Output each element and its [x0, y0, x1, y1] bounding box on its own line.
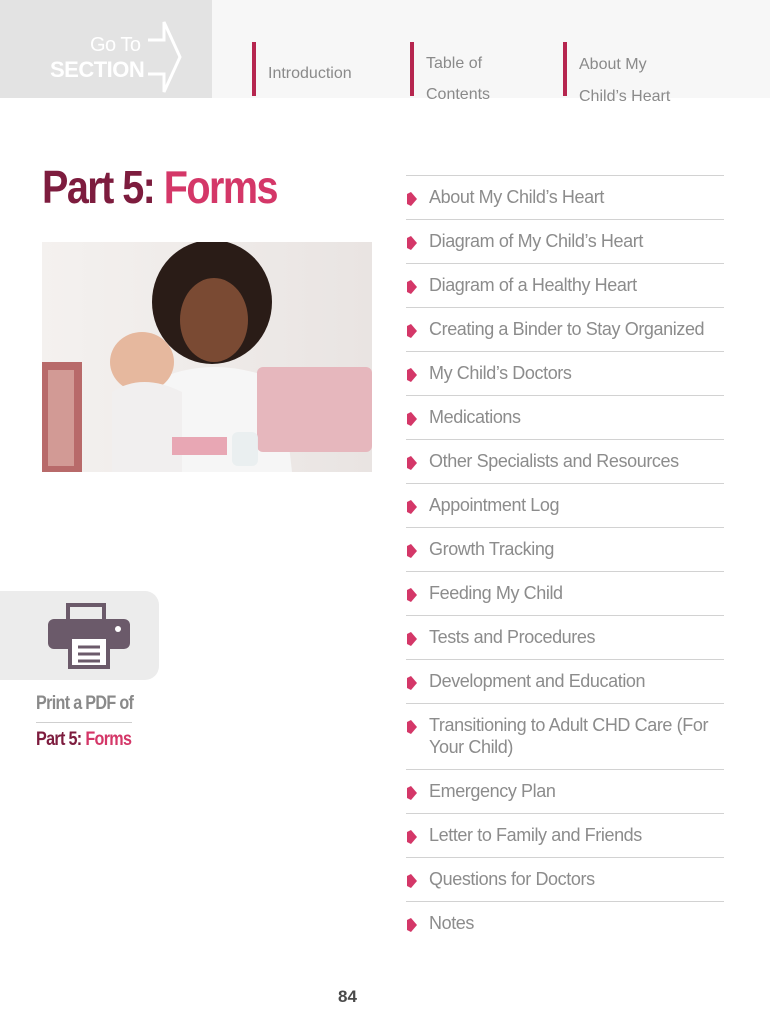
arrow-bullet-icon: [407, 500, 417, 514]
forms-list-label: Transitioning to Adult CHD Care (For Your Child): [429, 715, 709, 757]
forms-list-label: My Child’s Doctors: [429, 363, 572, 383]
print-pdf-button[interactable]: [0, 591, 159, 680]
forms-list-label: Letter to Family and Friends: [429, 825, 642, 845]
page-number: 84: [338, 987, 357, 1006]
forms-list-label: Diagram of a Healthy Heart: [429, 275, 637, 295]
print-link-prefix: Part 5:: [36, 729, 82, 750]
arrow-bullet-icon: [407, 368, 417, 382]
arrow-bullet-icon: [407, 676, 417, 690]
forms-list-item[interactable]: [406, 439, 724, 483]
forms-list-label: Creating a Binder to Stay Organized: [429, 319, 705, 339]
forms-list-label: Appointment Log: [429, 495, 560, 515]
forms-list-label: Feeding My Child: [429, 583, 563, 603]
arrow-bullet-icon: [407, 324, 417, 338]
forms-list-label: Questions for Doctors: [429, 869, 595, 889]
forms-list-label: Diagram of My Child’s Heart: [429, 231, 643, 251]
nav-link-label: Child’s Heart: [579, 88, 671, 105]
arrow-bullet-icon: [407, 632, 417, 646]
top-navigation: [0, 0, 770, 105]
forms-list-label: Tests and Procedures: [429, 627, 596, 647]
arrow-bullet-icon: [407, 918, 417, 932]
forms-list-item[interactable]: [406, 769, 724, 813]
arrow-bullet-icon: [407, 412, 417, 426]
arrow-right-icon: [142, 18, 184, 96]
nav-link-label: Introduction: [268, 65, 352, 82]
forms-list-item[interactable]: [406, 615, 724, 659]
forms-list-item[interactable]: [406, 263, 724, 307]
go-to-section-panel: [0, 0, 212, 98]
arrow-bullet-icon: [407, 192, 417, 206]
page-title-prefix: Part 5:: [42, 161, 155, 213]
page-title: [42, 160, 277, 214]
forms-list-item[interactable]: [406, 395, 724, 439]
print-pdf-link[interactable]: [36, 729, 131, 751]
nav-link-introduction[interactable]: [252, 42, 402, 96]
nav-link-label: Table of: [426, 55, 483, 72]
arrow-bullet-icon: [407, 830, 417, 844]
forms-list: [406, 175, 724, 945]
divider: [36, 722, 132, 723]
forms-list-item[interactable]: [406, 307, 724, 351]
forms-list-label: Other Specialists and Resources: [429, 451, 679, 471]
forms-list-item[interactable]: [406, 351, 724, 395]
nav-link-table-of-contents[interactable]: [410, 42, 555, 103]
forms-list-item[interactable]: [406, 527, 724, 571]
arrow-bullet-icon: [407, 874, 417, 888]
arrow-bullet-icon: [407, 786, 417, 800]
forms-list-item[interactable]: [406, 703, 724, 769]
forms-list-item[interactable]: [406, 219, 724, 263]
nav-link-label: Contents: [426, 86, 491, 103]
forms-list-label: Development and Education: [429, 671, 646, 691]
forms-list-label: Emergency Plan: [429, 781, 556, 801]
arrow-bullet-icon: [407, 456, 417, 470]
section-label: SECTION: [50, 57, 145, 82]
nav-link-about-my-childs-heart[interactable]: [563, 42, 733, 105]
forms-list-item[interactable]: [406, 857, 724, 901]
forms-list-item[interactable]: [406, 483, 724, 527]
forms-list-item[interactable]: [406, 813, 724, 857]
arrow-bullet-icon: [407, 236, 417, 250]
forms-list-item[interactable]: [406, 901, 724, 945]
forms-list-item[interactable]: [406, 571, 724, 615]
go-to-label: Go To: [90, 34, 141, 56]
arrow-bullet-icon: [407, 720, 417, 734]
nav-link-label: About My: [579, 56, 647, 73]
arrow-bullet-icon: [407, 280, 417, 294]
print-link-accent: Forms: [85, 729, 132, 750]
arrow-bullet-icon: [407, 588, 417, 602]
forms-list-label: Growth Tracking: [429, 539, 555, 559]
forms-list-item[interactable]: [406, 659, 724, 703]
mother-and-baby-photo: [42, 242, 372, 472]
arrow-bullet-icon: [407, 544, 417, 558]
printer-icon: [46, 603, 132, 669]
forms-list-label: Notes: [429, 913, 475, 933]
print-pdf-label: Print a PDF of: [36, 693, 134, 714]
page-title-accent: Forms: [163, 161, 277, 213]
forms-list-label: Medications: [429, 407, 521, 427]
forms-list-item[interactable]: [406, 175, 724, 219]
forms-list-label: About My Child’s Heart: [429, 187, 604, 207]
